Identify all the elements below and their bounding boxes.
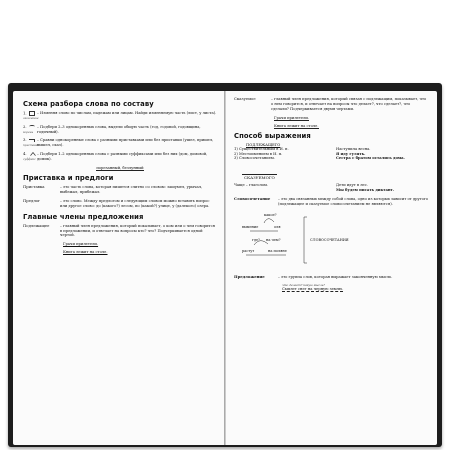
- scheme-item-3: [23, 138, 217, 148]
- preposition-definition: [23, 199, 217, 209]
- predicate-definition: [234, 97, 428, 112]
- subject-expression: 1) Существительным в И. п. 2) Местоимением в И. п. 3) Словосочетанием. Наступила весна. Я иду гулять. Сестра с братом остались дома.: [234, 146, 405, 161]
- predicate-label: СКАЗУЕМОГО: [244, 175, 275, 181]
- scheme-text: – Подбери 2–3 однокоренных слова, выдели общую часть (год, годовой, годовщина, годичный).: [37, 124, 201, 134]
- diagram-question: на чем?: [266, 237, 281, 242]
- definition-text: – это слово. Между предлогом и следующим словом можно вставить вопрос или другое слово: до (какого?) лесом, по (какой?) улице, у (далекого) озера.: [60, 198, 210, 208]
- sentence-questions: что делает? какую мысль?: [282, 283, 325, 288]
- square-ending-icon: [29, 111, 35, 116]
- section-prefix-title: Приставка и предлоги: [23, 174, 114, 183]
- scheme-number: 1. окончание: [23, 110, 39, 121]
- term-label: Приставка: [23, 184, 45, 190]
- term-label: Предложение: [234, 273, 265, 279]
- predicate-expression: Чаще – глаголом. Дети идут в лес. Мы будем писать диктант.: [234, 183, 395, 192]
- left-page: [13, 91, 224, 445]
- example-words: порезанный, безлунный: [96, 166, 144, 171]
- diagram-note: СЛОВОСОЧЕТАНИЯ: [310, 237, 349, 242]
- arc-root-icon: [29, 125, 35, 128]
- term-label: Сказуемое: [234, 96, 256, 101]
- example-sentence: Книга лежит на столе.: [274, 123, 319, 128]
- hook-prefix-icon: [29, 139, 35, 142]
- scheme-item-2: [23, 125, 217, 135]
- diagram-word: растут: [242, 248, 255, 253]
- subject-definition: [23, 224, 217, 239]
- sentence-definition: [234, 275, 428, 280]
- example-sentence: Грачи прилетели.: [274, 115, 310, 120]
- right-page: [226, 91, 437, 445]
- term-label: Предлог: [23, 197, 41, 203]
- subject-label: ПОДЛЕЖАЩЕГО: [246, 142, 281, 147]
- diagram-word: на поляне: [268, 248, 287, 253]
- term-label: Словосочетание: [234, 195, 271, 201]
- diagram-question: где?: [252, 237, 260, 242]
- scheme-item-1: [23, 111, 217, 121]
- diagram-question: какое?: [264, 212, 277, 217]
- scheme-number: 2. корень: [23, 123, 34, 134]
- collocation-diagram: [234, 211, 428, 275]
- scheme-title: Схема разбора слова по составу: [23, 100, 154, 108]
- definition-text: – главный член предложения, который связан с подлежащим, показывает, что о нем говорится, и отвечает на вопросы что делает?, что сделает?, что сделали? Подчеркивается двумя чертами.: [271, 97, 427, 111]
- definition-text: – это часть слова, которая пишется слитно со словом: зашумел, урычал, выбежал, прибежал.: [60, 185, 203, 194]
- scheme-number: 3. приставка: [23, 137, 40, 148]
- expression-section-title: Способ выражения: [234, 131, 311, 140]
- definition-text: – это два связанных между собой слова, одно из которых зависит от другого (подлежащее и сказуемое словосочетанием не являются).: [278, 196, 428, 206]
- diagram-word: вымение: [242, 224, 259, 229]
- collocation-definition: [234, 197, 428, 207]
- scheme-text: – Изменяя слово по числам, падежам или лицам. Найди изменяемую часть (лист, у листа).: [37, 111, 217, 115]
- scheme-text: – Сравни однокоренные слова с разными приставками или без приставки (ушел, пришел, вышел, сказ).: [37, 138, 214, 148]
- definition-text: – главный член предложения, который показывает, о ком или о чем говорится в предложении, и отвечает на вопросы кто? что? Подчеркивается одной чертой.: [60, 223, 215, 238]
- term-label: Подлежащее: [23, 222, 50, 228]
- caret-suffix-icon: [30, 152, 36, 156]
- diagram-word: оля: [274, 224, 281, 229]
- diagram-arrows: [238, 211, 338, 273]
- scheme-item-4: [23, 152, 217, 162]
- example-sentence: Сыплет снег на черную землю.: [282, 287, 344, 292]
- example-sentence: Грачи прилетели.: [63, 242, 99, 247]
- example-sentence: Книга лежит на столе.: [63, 250, 108, 255]
- prefix-definition: [23, 185, 217, 195]
- definition-text: – это группа слов, которая выражает законченную мысль.: [278, 274, 393, 279]
- scheme-text: – Подбери 1–2 однокоренных слова с разными суффиксами или без них (дом, домовой, домик).: [37, 152, 208, 162]
- scheme-number: 4. суффикс: [23, 151, 36, 162]
- section-main-members-title: Главные члены предложения: [23, 212, 144, 221]
